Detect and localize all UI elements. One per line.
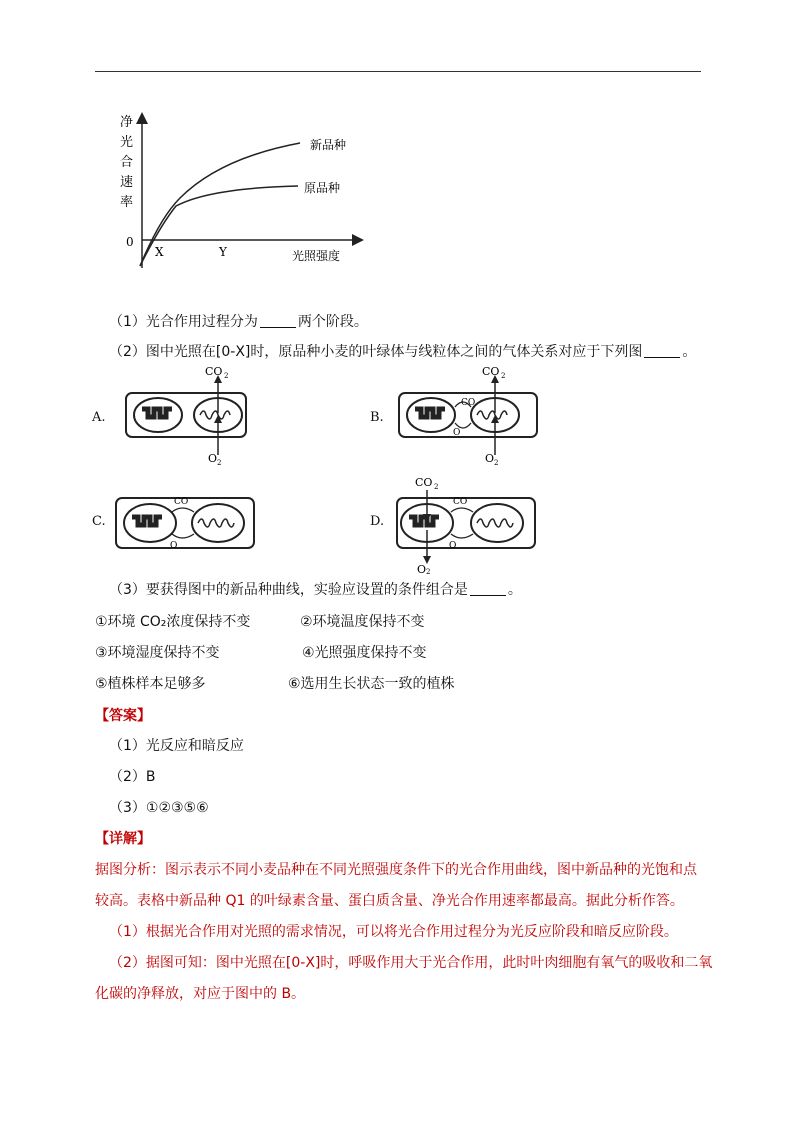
condition-6: ⑥选用生长状态一致的植株 <box>288 676 455 692</box>
y-label-char: 速 <box>120 175 134 190</box>
option-c-label: C. <box>92 514 106 529</box>
detail-line: 据图分析：图示表示不同小麦品种在不同光照强度条件下的光合作用曲线，图中新品种的光饱和点 <box>95 862 697 878</box>
header-rule <box>95 71 701 72</box>
y-label-char: 合 <box>120 155 134 170</box>
co2-label: CO <box>205 367 223 378</box>
option-a-diagram <box>120 367 260 465</box>
answer-blank <box>644 343 680 358</box>
svg-text:CO: CO <box>461 398 476 408</box>
answer-3: （3）①②③⑤⑥ <box>109 800 209 816</box>
origin-label: 0 <box>126 235 134 249</box>
option-a-label: A. <box>92 410 106 425</box>
answer-header: 【答案】 <box>95 708 151 724</box>
svg-text:2: 2 <box>217 459 222 465</box>
detail-header: 【详解】 <box>95 831 151 847</box>
condition-4: ④光照强度保持不变 <box>302 645 427 661</box>
option-c-diagram <box>112 488 262 558</box>
svg-text:2: 2 <box>501 372 506 380</box>
light-curve-graph <box>120 108 370 303</box>
curve-new-label: 新品种 <box>310 138 347 152</box>
svg-text:O: O <box>417 563 427 574</box>
option-d-diagram <box>393 476 543 574</box>
y-label-char: 净 <box>120 115 134 130</box>
answer-1: （1）光反应和暗反应 <box>109 738 244 754</box>
question-2: （2）图中光照在[0-X]时，原品种小麦的叶绿体与线粒体之间的气体关系对应于下列图 。 <box>109 344 697 360</box>
y-label-char: 率 <box>120 195 134 210</box>
answer-blank <box>470 581 506 596</box>
answer-blank <box>260 313 296 328</box>
detail-line: 化碳的净释放，对应于图中的 B。 <box>95 986 306 1002</box>
o2-label: O <box>208 452 218 465</box>
svg-text:CO: CO <box>174 497 189 507</box>
svg-text:2: 2 <box>434 483 439 491</box>
svg-text:O: O <box>449 541 457 551</box>
y-label-char: 光 <box>120 135 134 150</box>
condition-2: ②环境温度保持不变 <box>300 614 425 630</box>
detail-line: 较高。表格中新品种 Q1 的叶绿素含量、蛋白质含量、净光合作用速率都最高。据此分析作答。 <box>95 893 684 909</box>
svg-text:CO: CO <box>482 367 500 378</box>
svg-text:CO: CO <box>415 476 433 489</box>
option-d-label: D. <box>370 514 385 529</box>
x-tick-y: Y <box>219 245 227 259</box>
curve-orig-label: 原品种 <box>304 181 341 195</box>
question-3: （3）要获得图中的新品种曲线，实验应设置的条件组合是 。 <box>109 582 522 598</box>
question-1: （1）光合作用过程分为 两个阶段。 <box>109 314 368 330</box>
condition-5: ⑤植株样本足够多 <box>95 676 206 692</box>
svg-text:O: O <box>170 541 178 551</box>
svg-text:2: 2 <box>224 372 229 380</box>
svg-text:2: 2 <box>426 568 431 574</box>
svg-text:O: O <box>485 452 495 465</box>
svg-text:CO: CO <box>453 497 468 507</box>
svg-text:2: 2 <box>494 459 499 465</box>
x-axis-label: 光照强度 <box>292 249 341 263</box>
answer-2: （2）B <box>109 769 156 785</box>
option-b-label: B. <box>370 410 384 425</box>
svg-text:O: O <box>453 428 461 438</box>
detail-line: （2）据图可知：图中光照在[0-X]时，呼吸作用大于光合作用，此时叶肉细胞有氧气的吸收和二氧 <box>109 955 713 971</box>
condition-1: ①环境 CO₂浓度保持不变 <box>95 614 251 630</box>
x-tick-x: X <box>155 245 164 259</box>
condition-3: ③环境湿度保持不变 <box>95 645 220 661</box>
detail-line: （1）根据光合作用对光照的需求情况，可以将光合作用过程分为光反应阶段和暗反应阶段。 <box>109 924 678 940</box>
option-b-diagram <box>395 367 545 465</box>
